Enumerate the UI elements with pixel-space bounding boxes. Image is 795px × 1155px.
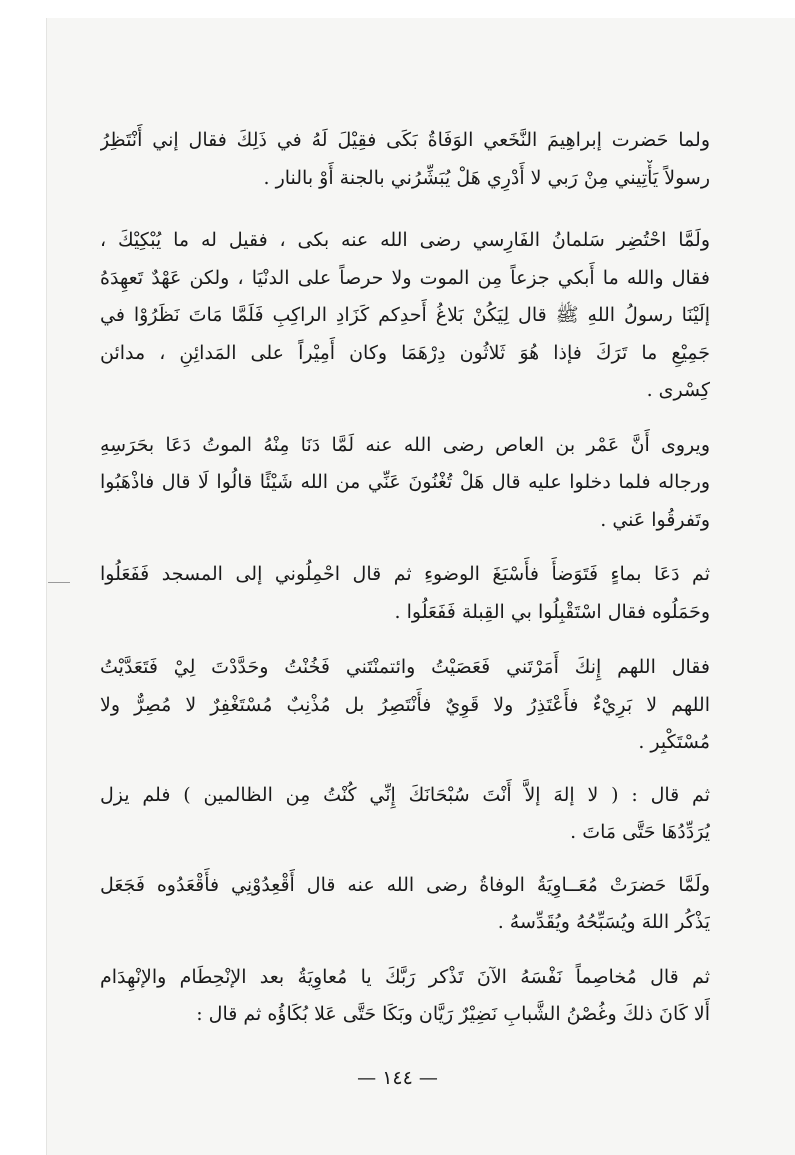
text-line: فقال والله ما أَبكي جزعاً مِن الموت ولا حرصاً على الدنْيَا ، ولكن عَهْدٌ تَعهِدَهُ: [100, 266, 710, 289]
page-body-text: [100, 122, 710, 1053]
text-line: يُرَدِّدُهَا حَتَّى مَاتَ .: [570, 821, 710, 843]
paragraph-3: [100, 427, 710, 540]
text-line: وتَفرقُوا عَني .: [600, 508, 710, 531]
text-line: رسولاً يَأْتِيني مِنْ رَبي لا أَدْرِي هَلْ يُبَشِّرُني بالجنة أَوْ بالنار .: [263, 166, 710, 189]
paragraph-8: [100, 959, 710, 1034]
text-line: فقال اللهم إِنكَ أَمَرْتَني فَعَصَيْتُ وائتمنْتَني فَخُنْتُ وحَدَّدْتَ لِيْ فَتَعَدَّيْتُ: [100, 656, 710, 678]
text-line: ولَمَّا احْتُضِر سَلمانُ الفَارِسي رضى الله عنه بكى ، فقيل له ما يُبْكِيْكَ ،: [100, 229, 710, 251]
text-line: اللهم لا بَرِيْءٌ فأَعْتَذِرُ ولا قَوِيٌ فأَنْتَصِرُ بل مُذْنِبٌ مُسْتَغْفِرٌ لا مُصِرٌّ ولا: [100, 693, 710, 716]
paragraph-5: [100, 649, 710, 762]
paragraph-4: [100, 556, 710, 631]
text-line: مُسْتَكْبِر .: [638, 731, 710, 753]
paragraph-2: [100, 222, 710, 410]
text-line: إلَيْنَا رسولُ اللهِ ﷺ قال لِيَكُنْ بَلاغُ أَحدِكم كَزَادِ الراكِبِ فَلَمَّا مَاتَ نَظَرُوْا في: [100, 304, 710, 326]
text-line: وحَمَلُوه فقال اسْتَقْبِلُوا بي القِبلة فَفَعَلُوا .: [394, 600, 710, 623]
text-line: كِسْرى .: [646, 379, 710, 401]
text-line: ولما حَضرت إبراهِيمَ النَّخَعي الوَفَاةُ بَكَى فقِيْلَ لَهُ في ذَلِكَ فقال إني أَنْتَظِرُ: [100, 129, 710, 151]
text-line: جَمِيْعِ ما تَرَكَ فإذا هُوَ ثَلاثُون دِرْهَمَا وكان أَمِيْراً على المَدائِنِ ، مدائن: [100, 341, 710, 364]
text-line: يَذْكُر اللهَ ويُسَبِّحُهُ ويُقَدِّسهُ .: [497, 911, 710, 933]
paragraph-1: [100, 122, 710, 197]
text-line: ورجاله فلما دخلوا عليه قال هَلْ تُغْنُونَ عَنِّي من الله شَيْئًا قالُوا لَا قال فاذْهَبُوا: [100, 471, 710, 493]
text-line: ثم قال : ( لا إلهَ إلاَّ أَنْتَ سُبْحَانَكَ إِنِّي كُنْتُ مِن الظالمين ) فلم يزل: [100, 783, 710, 806]
paragraph-6: [100, 777, 710, 852]
text-line: ثم قال مُخاصِماً نَفْسَهُ الآنَ تَذْكر رَبَّكَ يا مُعاوِيَةُ بعد الإنْحِطَام والإنْهِدَام: [100, 965, 710, 988]
text-line: أَلا كَانَ ذلكَ وغُصْنُ الشَّبابِ نَضِيْرٌ رَيَّان وبَكَا حَتَّى عَلا بُكَاؤُه ثم قال :: [196, 1003, 710, 1025]
margin-rule-mark: [48, 582, 70, 583]
text-line: ويروى أَنَّ عَمْر بن العاص رضى الله عنه لَمَّا دَنَا مِنْهُ الموتُ دَعَا بحَرَسِهِ: [100, 433, 710, 456]
page-number: — ١٤٤ —: [357, 1067, 438, 1089]
paragraph-7: [100, 867, 710, 942]
text-line: ثم دَعَا بماءٍ فَتَوَضأَ فأَسْبَغَ الوضوءِ ثم قال احْمِلُوني إلى المسجد فَفَعَلُوا: [100, 563, 710, 585]
text-line: ولَمَّا حَضرَتْ مُعَــاوِيَةُ الوفاةُ رضى الله عنه قال أَقْعِدُوْنِي فأَقْعَدُوه فَجَعَل: [100, 873, 710, 896]
